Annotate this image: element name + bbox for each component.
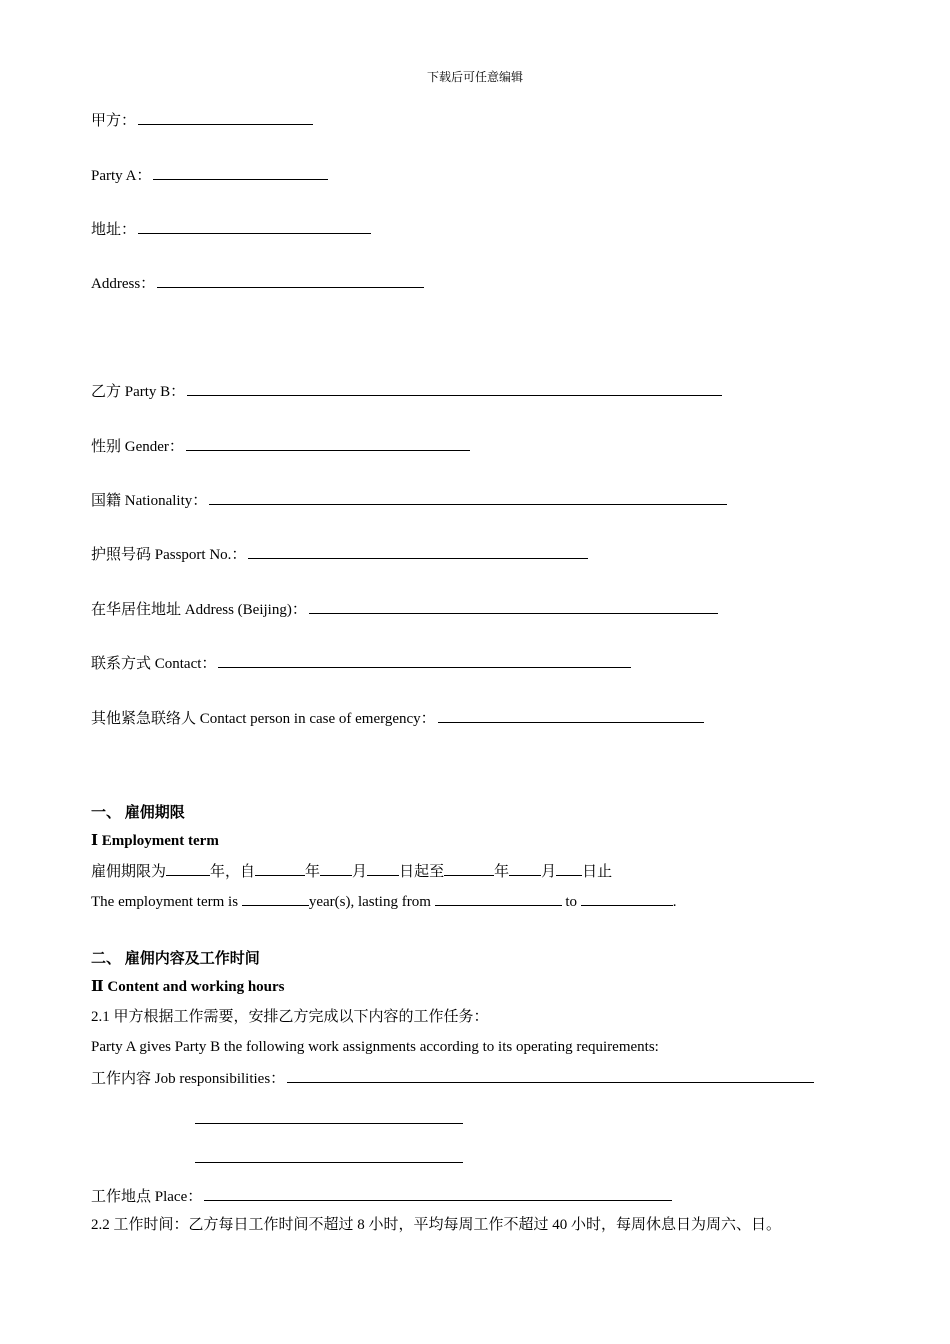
section-1-title-en: Ⅰ Employment term: [91, 833, 219, 849]
address-en-line: [91, 272, 424, 294]
address-cn-label: 地址：: [91, 222, 137, 238]
term-cn-text-1: 雇佣期限为: [91, 864, 167, 880]
term-cn-text-3: 年: [305, 864, 321, 880]
nationality-label: 国籍 Nationality：: [91, 493, 208, 509]
address-beijing-label: 在华居住地址 Address (Beijing)：: [91, 602, 307, 618]
place-line: [91, 1185, 672, 1207]
gender-field[interactable]: [186, 435, 470, 451]
party-a-cn-label: 甲方：: [91, 113, 137, 129]
end-month-field[interactable]: [509, 861, 541, 876]
contact-line: [91, 652, 631, 674]
address-beijing-field[interactable]: [309, 598, 718, 614]
party-a-cn-field[interactable]: [138, 109, 313, 125]
term-en-text-4: .: [672, 894, 677, 910]
passport-line: [91, 543, 588, 565]
party-a-cn-line: [91, 109, 313, 131]
term-en-text-1: The employment term is: [91, 894, 242, 910]
address-cn-line: [91, 218, 371, 240]
term-cn-text-2: 年，自: [210, 864, 256, 880]
nationality-field[interactable]: [209, 489, 727, 505]
party-a-en-line: [91, 164, 328, 186]
end-day-field[interactable]: [556, 861, 582, 876]
job-responsibilities-label: 工作内容 Job responsibilities：: [91, 1071, 286, 1087]
term-cn-line: [91, 861, 612, 882]
address-en-field[interactable]: [157, 272, 424, 288]
party-b-line: [91, 380, 722, 402]
page-header-note: 下载后可任意编辑: [426, 70, 523, 84]
term-en-line: [91, 891, 677, 912]
place-label: 工作地点 Place：: [91, 1189, 203, 1205]
gender-line: [91, 435, 470, 457]
start-month-field[interactable]: [320, 861, 352, 876]
contact-field[interactable]: [218, 652, 631, 668]
section-1-title-cn: 一、 雇佣期限: [91, 805, 185, 821]
place-field[interactable]: [204, 1185, 672, 1201]
gender-label: 性别 Gender：: [91, 439, 184, 455]
section-2-title-cn: 二、 雇佣内容及工作时间: [91, 951, 260, 967]
address-en-label: Address：: [91, 276, 156, 292]
term-en-from-field[interactable]: [435, 891, 562, 906]
section-2-title-en: Ⅱ Content and working hours: [91, 979, 285, 995]
term-cn-text-8: 日止: [582, 864, 613, 880]
term-en-text-3: to: [561, 894, 581, 910]
job-responsibilities-field[interactable]: [287, 1067, 814, 1083]
address-beijing-line: [91, 598, 718, 620]
term-cn-text-4: 月: [352, 864, 368, 880]
clause-2-2-cn: 2.2 工作时间：乙方每日工作时间不超过 8 小时，平均每周工作不超过 40 小时，每周休息日为周六、日。: [91, 1217, 782, 1233]
emergency-contact-field[interactable]: [438, 707, 704, 723]
emergency-contact-label: 其他紧急联络人 Contact person in case of emergency：: [91, 711, 436, 727]
end-year-field[interactable]: [444, 861, 494, 876]
emergency-contact-line: [91, 707, 704, 729]
job-responsibilities-line: [91, 1067, 814, 1089]
clause-2-1-cn: 2.1 甲方根据工作需要，安排乙方完成以下内容的工作任务：: [91, 1009, 489, 1025]
party-b-label: 乙方 Party B：: [91, 384, 186, 400]
party-a-en-field[interactable]: [153, 164, 328, 180]
party-b-field[interactable]: [187, 380, 722, 396]
term-en-to-field[interactable]: [581, 891, 673, 906]
clause-2-1-en: Party A gives Party B the following work assignments according to its operating requirements:: [91, 1039, 659, 1055]
passport-label: 护照号码 Passport No.：: [91, 547, 247, 563]
term-years-field[interactable]: [166, 861, 210, 876]
term-cn-text-6: 年: [494, 864, 510, 880]
passport-field[interactable]: [248, 543, 588, 559]
term-cn-text-5: 日起至: [399, 864, 445, 880]
term-en-text-2: year(s), lasting from: [308, 894, 435, 910]
start-day-field[interactable]: [367, 861, 399, 876]
nationality-line: [91, 489, 727, 511]
job-responsibilities-field-3[interactable]: [195, 1161, 463, 1163]
job-responsibilities-field-2[interactable]: [195, 1122, 463, 1124]
contact-label: 联系方式 Contact：: [91, 656, 217, 672]
term-cn-text-7: 月: [541, 864, 557, 880]
party-a-en-label: Party A：: [91, 168, 152, 184]
term-en-years-field[interactable]: [242, 891, 309, 906]
start-year-field[interactable]: [255, 861, 305, 876]
address-cn-field[interactable]: [138, 218, 371, 234]
